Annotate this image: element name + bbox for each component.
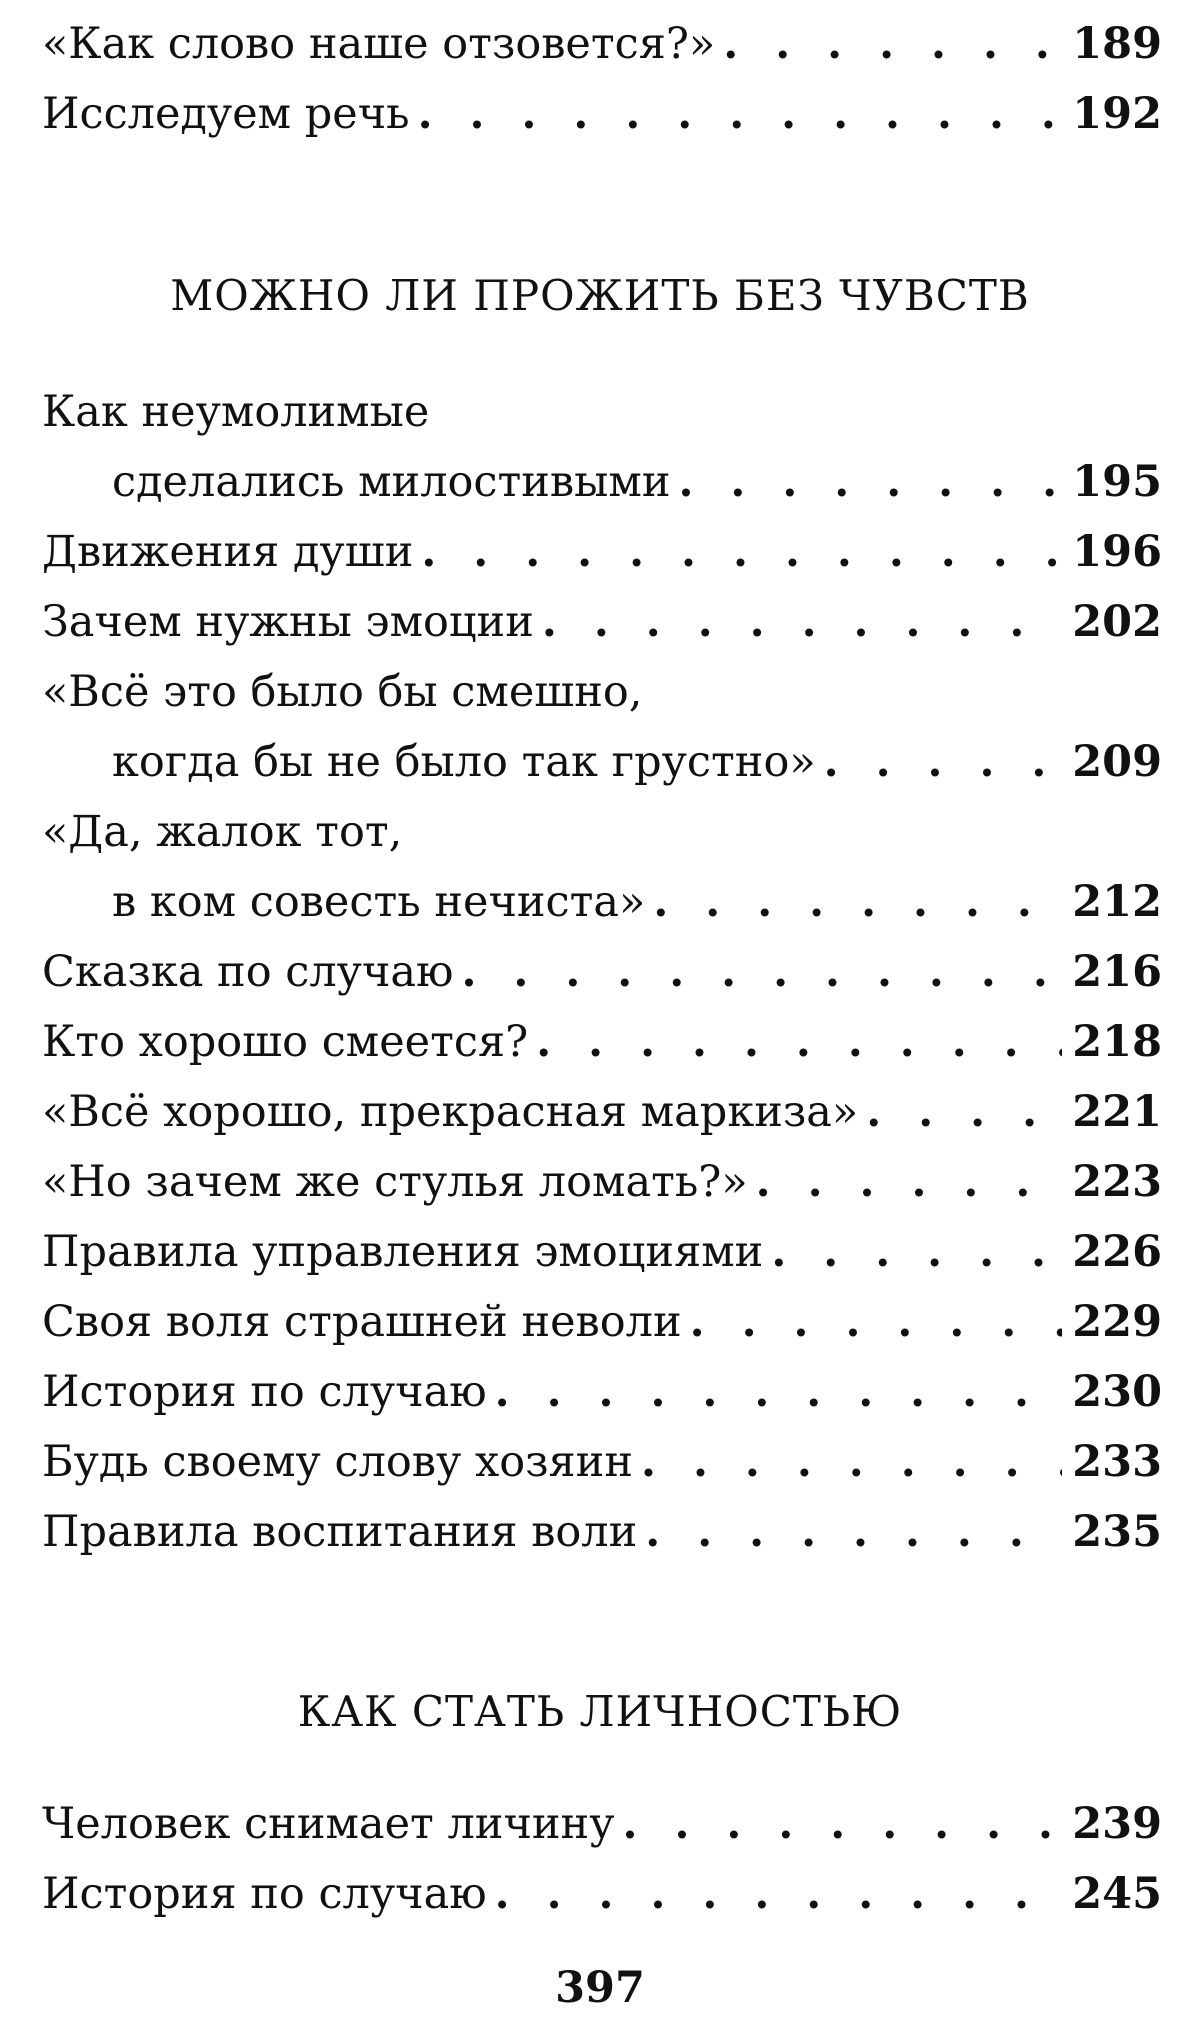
toc-entry xyxy=(42,1152,1162,1212)
toc-entry-page: 209 xyxy=(1072,737,1162,787)
toc-entry xyxy=(42,1012,1162,1072)
toc-entry-page: 189 xyxy=(1072,19,1162,69)
toc-entry-title-line1: «Да, жалок тот, xyxy=(42,807,403,857)
toc-entry-page: 223 xyxy=(1072,1157,1162,1207)
dot-leader xyxy=(542,592,1062,652)
toc-entry-page: 245 xyxy=(1072,1869,1162,1919)
toc-entry xyxy=(42,1292,1162,1352)
section-heading: МОЖНО ЛИ ПРОЖИТЬ БЕЗ ЧУВСТВ xyxy=(170,271,1030,320)
toc-entry-title: когда бы не было так грустно» xyxy=(112,737,816,787)
dot-leader xyxy=(866,1082,1062,1142)
dot-leader xyxy=(771,1222,1062,1282)
toc-entry xyxy=(42,1864,1162,1924)
toc-entry-page: 230 xyxy=(1072,1367,1162,1417)
toc-entry-title: Правила воспитания воли xyxy=(42,1507,638,1557)
toc-entry-title: Исследуем речь xyxy=(42,89,410,139)
toc-entry-title-line1: «Всё это было бы смешно, xyxy=(42,667,643,717)
toc-entry-title: Человек снимает личину xyxy=(42,1799,615,1849)
dot-leader xyxy=(461,942,1062,1002)
toc-entry-title: Будь своему слову хозяин xyxy=(42,1437,633,1487)
dot-leader xyxy=(421,522,1062,582)
dot-leader xyxy=(536,1012,1062,1072)
toc-entry-title: Кто хорошо смеется? xyxy=(42,1017,529,1067)
toc-entry-page: 212 xyxy=(1072,877,1162,927)
dot-leader xyxy=(645,1502,1062,1562)
toc-entry-page: 195 xyxy=(1072,457,1162,507)
dot-leader xyxy=(756,1152,1063,1212)
toc-entry-title: Правила управления эмоциями xyxy=(42,1227,764,1277)
toc-entry xyxy=(42,1362,1162,1422)
toc-entry xyxy=(42,1432,1162,1492)
toc-entry xyxy=(42,1794,1162,1854)
toc-entry-page: 226 xyxy=(1072,1227,1162,1277)
toc-entry xyxy=(112,872,1162,932)
dot-leader xyxy=(495,1362,1063,1422)
toc-entry-title: История по случаю xyxy=(42,1869,487,1919)
toc-entry-page: 202 xyxy=(1072,597,1162,647)
toc-entry-page: 196 xyxy=(1072,527,1162,577)
toc-entry-title-line1: Как неумолимые xyxy=(42,387,430,437)
toc-entry xyxy=(112,452,1162,512)
dot-leader xyxy=(653,872,1062,932)
toc-entry-title: Сказка по случаю xyxy=(42,947,454,997)
toc-entry-page: 235 xyxy=(1072,1507,1162,1557)
toc-entry xyxy=(42,1082,1162,1142)
dot-leader xyxy=(678,452,1062,512)
toc-entry-page: 239 xyxy=(1072,1799,1162,1849)
toc-entry-page: 192 xyxy=(1072,89,1162,139)
toc-entry xyxy=(42,14,1162,74)
dot-leader xyxy=(418,84,1063,144)
section-heading: КАК СТАТЬ ЛИЧНОСТЬЮ xyxy=(297,1687,903,1736)
toc-entry xyxy=(42,84,1162,144)
toc-entry-page: 216 xyxy=(1072,947,1162,997)
toc-entry-page: 229 xyxy=(1072,1297,1162,1347)
dot-leader xyxy=(641,1432,1062,1492)
toc-entry-page: 218 xyxy=(1072,1017,1162,1067)
page-number: 397 xyxy=(555,1963,645,2013)
toc-entry-title: «Всё хорошо, прекрасная маркиза» xyxy=(42,1087,859,1137)
toc-entry xyxy=(42,1502,1162,1562)
toc-entry xyxy=(42,1222,1162,1282)
toc-entry-title: «Как слово наше отзовется?» xyxy=(42,19,716,69)
dot-leader xyxy=(690,1292,1063,1352)
toc-entry-title: в ком совесть нечиста» xyxy=(112,877,646,927)
toc-entry-title: Движения души xyxy=(42,527,414,577)
toc-entry-page: 221 xyxy=(1072,1087,1162,1137)
toc-entry-title: сделались милостивыми xyxy=(112,457,671,507)
dot-leader xyxy=(723,14,1062,74)
toc-entry-title: История по случаю xyxy=(42,1367,487,1417)
toc-entry-title: Зачем нужны эмоции xyxy=(42,597,534,647)
dot-leader xyxy=(623,1794,1063,1854)
toc-entry-title: «Но зачем же стулья ломать?» xyxy=(42,1157,748,1207)
toc-entry-title: Своя воля страшней неволи xyxy=(42,1297,682,1347)
toc-entry-page: 233 xyxy=(1072,1437,1162,1487)
toc-entry xyxy=(42,522,1162,582)
dot-leader xyxy=(495,1864,1063,1924)
toc-entry xyxy=(42,592,1162,652)
toc-entry xyxy=(42,942,1162,1002)
toc-entry xyxy=(112,732,1162,792)
dot-leader xyxy=(824,732,1063,792)
